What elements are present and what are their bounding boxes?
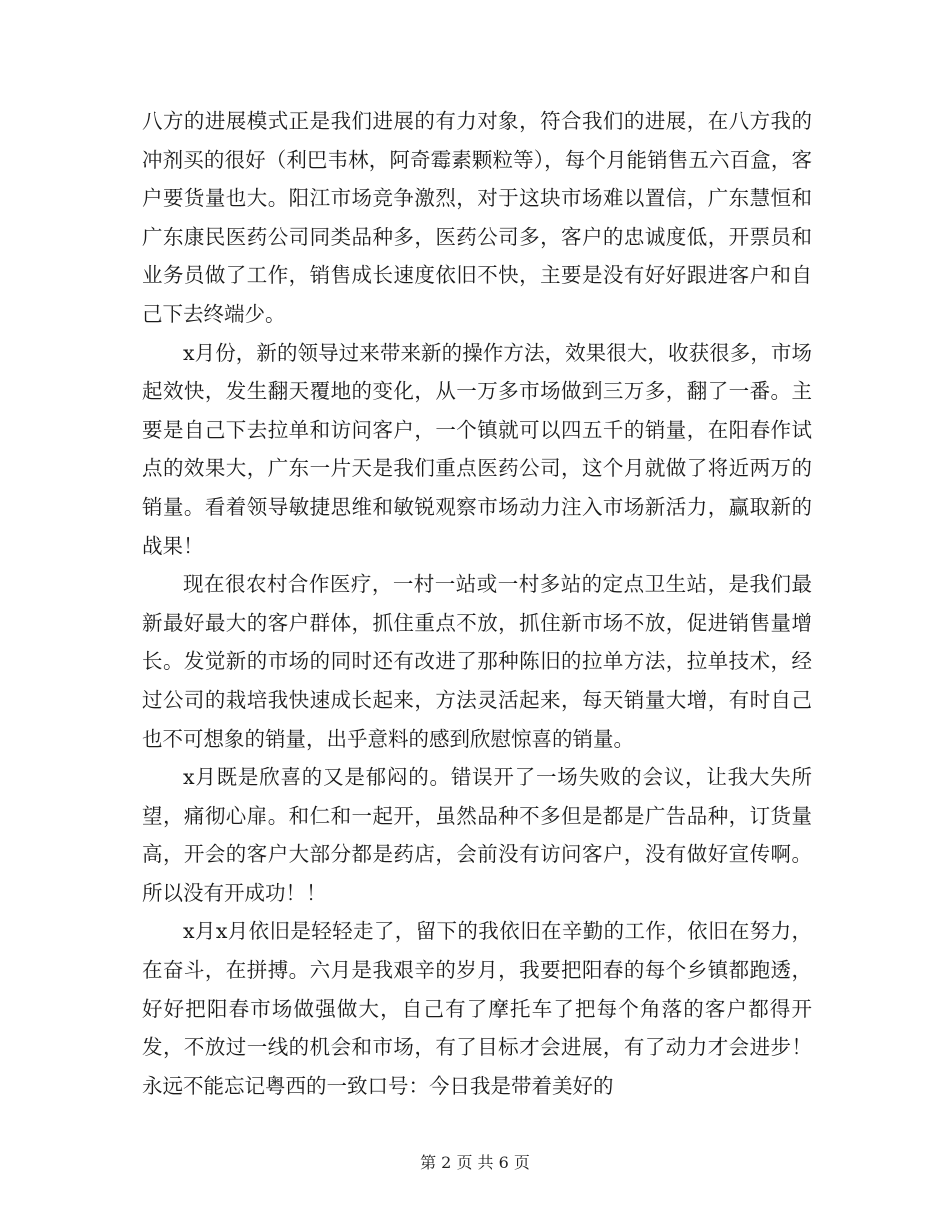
paragraph-1: 八方的进展模式正是我们进展的有力对象，符合我们的进展，在八方我的冲剂买的很好（利巴韦林，阿奇霉素颗粒等），每个月能销售五六百盒，客户要货量也大。阳江市场竞争激烈，对于这块市场难以置信，广东慧恒和广东康民医药公司同类品种多，医药公司多，客户的忠诚度低，开票员和业务员做了工作，销售成长速度依旧不快，主要是没有好好跟进客户和自己下去终端少。 [142, 109, 812, 326]
page-footer: 第 2 页 共 6 页 [420, 1153, 530, 1172]
paragraph-3: 现在很农村合作医疗，一村一站或一村多站的定点卫生站，是我们最新最好最大的客户群体，抓住重点不放，抓住新市场不放，促进销售量增长。发觉新的市场的同时还有改进了那种陈旧的拉单方法，拉单技术，经过公司的栽培我快速成长起来，方法灵活起来，每天销量大增，有时自己也不可想象的销量，出乎意料的感到欣慰惊喜的销量。 [142, 572, 812, 751]
paragraph-4: x月既是欣喜的又是郁闷的。错误开了一场失败的会议，让我大失所望，痛彻心扉。和仁和一起开，虽然品种不多但是都是广告品种，订货量高，开会的客户大部分都是药店，会前没有访问客户，没有做好宣传啊。所以没有开成功！！ [142, 765, 812, 905]
paragraph-2: x月份，新的领导过来带来新的操作方法，效果很大，收获很多，市场起效快，发生翻天覆地的变化，从一万多市场做到三万多，翻了一番。主要是自己下去拉单和访问客户，一个镇就可以四五千的销量，在阳春作试点的效果大，广东一片天是我们重点医药公司，这个月就做了将近两万的销量。看着领导敏捷思维和敏锐观察市场动力注入市场新活力，赢取新的战果！ [142, 340, 812, 558]
paragraph-5: x月x月依旧是轻轻走了，留下的我依旧在辛勤的工作，依旧在努力，在奋斗，在拼搏。六月是我艰辛的岁月，我要把阳春的每个乡镇都跑透，好好把阳春市场做强做大，自己有了摩托车了把每个角落的客户都得开发，不放过一线的机会和市场，有了目标才会进展，有了动力才会进步！永远不能忘记粤西的一致口号：今日我是带着美好的 [142, 919, 812, 1098]
document-body [142, 102, 812, 1105]
